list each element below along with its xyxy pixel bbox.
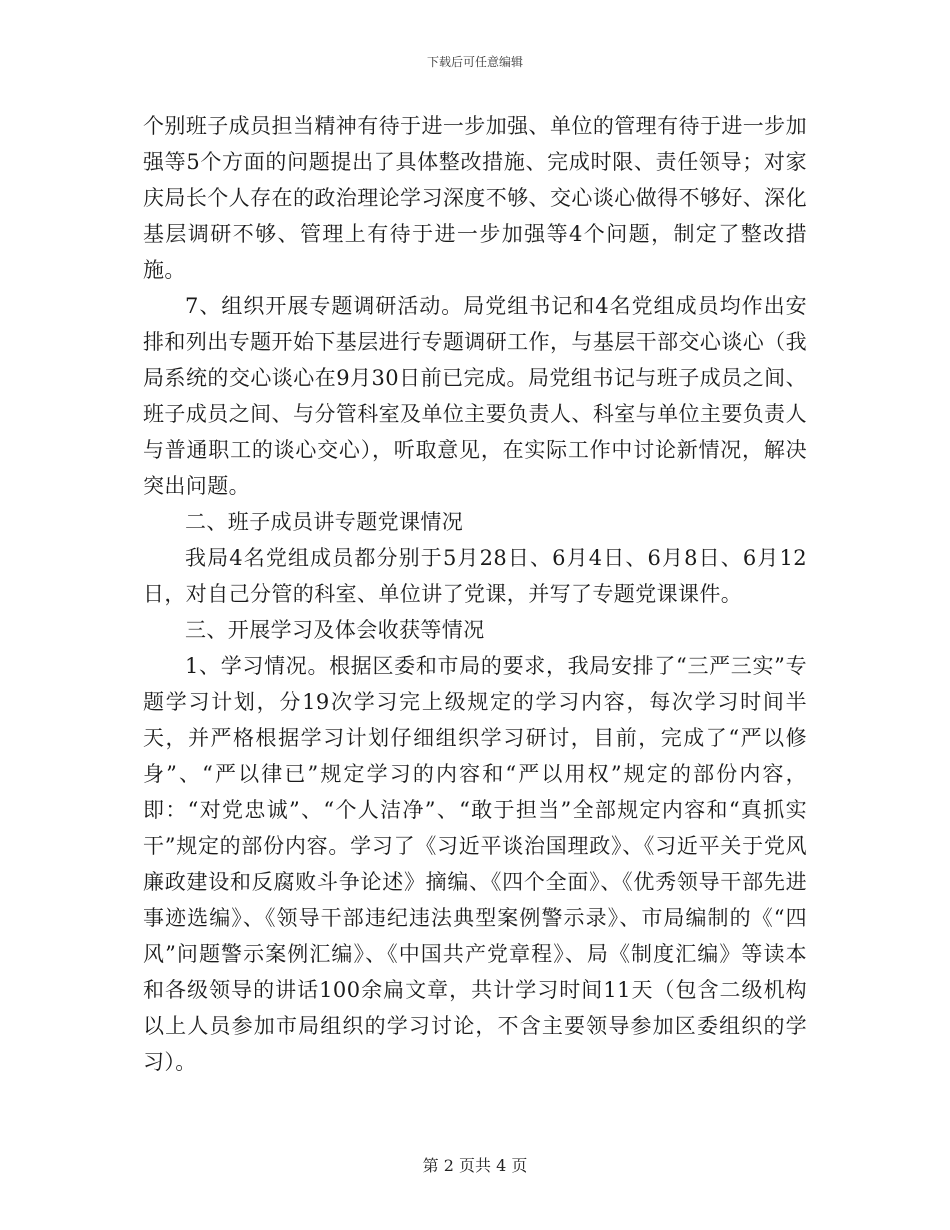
document-body [143, 108, 807, 1080]
page-number: 第 2 页共 4 页 [422, 1156, 528, 1175]
paragraph-rectification-list: 个别班子成员担当精神有待于进一步加强、单位的管理有待于进一步加强等5个方面的问题提出了具体整改措施、完成时限、责任领导；对家庆局长个人存在的政治理论学习深度不够、交心谈心做得不够好、深化基层调研不够、管理上有待于进一步加强等4个问题，制定了整改措施。 [143, 114, 807, 282]
paragraph-research-activity: 7、组织开展专题调研活动。局党组书记和4名党组成员均作出安排和列出专题开始下基层进行专题调研工作，与基层干部交心谈心（我局系统的交心谈心在9月30日前已完成。局党组书记与班子成员之间、班子成员之间、与分管科室及单位主要负责人、科室与单位主要负责人与普通职工的谈心交心），听取意见，在实际工作中讨论新情况，解决突出问题。 [143, 294, 807, 498]
paragraph-study-status: 1、学习情况。根据区委和市局的要求，我局安排了“三严三实”专题学习计划，分19次学习完上级规定的学习内容，每次学习时间半天，并严格根据学习计划仔细组织学习研讨，目前，完成了“严以修身”、“严以律已”规定学习的内容和“严以用权”规定的部份内容，即：“对党忠诚”、“个人洁净”、“敢于担当”全部规定内容和“真抓实干”规定的部份内容。学习了《习近平谈治国理政》、《习近平关于党风廉政建设和反腐败斗争论述》摘编、《四个全面》、《优秀领导干部先进事迹选编》、《领导干部违纪违法典型案例警示录》、市局编制的《“四风”问题警示案例汇编》、《中国共产党章程》、局《制度汇编》等读本和各级领导的讲话100余扁文章，共计学习时间11天（包含二级机构以上人员参加市局组织的学习讨论，不含主要领导参加区委组织的学习）。 [143, 654, 807, 1074]
section-heading-study-gains: 三、开展学习及体会收获等情况 [185, 618, 485, 642]
paragraph-party-lectures: 我局4名党组成员都分别于5月28日、6月4日、6月8日、6月12日，对自己分管的科室、单位讲了党课，并写了专题党课课件。 [143, 546, 807, 606]
section-heading-party-lectures: 二、班子成员讲专题党课情况 [185, 510, 464, 534]
page-header-note: 下载后可任意编辑 [426, 55, 523, 69]
